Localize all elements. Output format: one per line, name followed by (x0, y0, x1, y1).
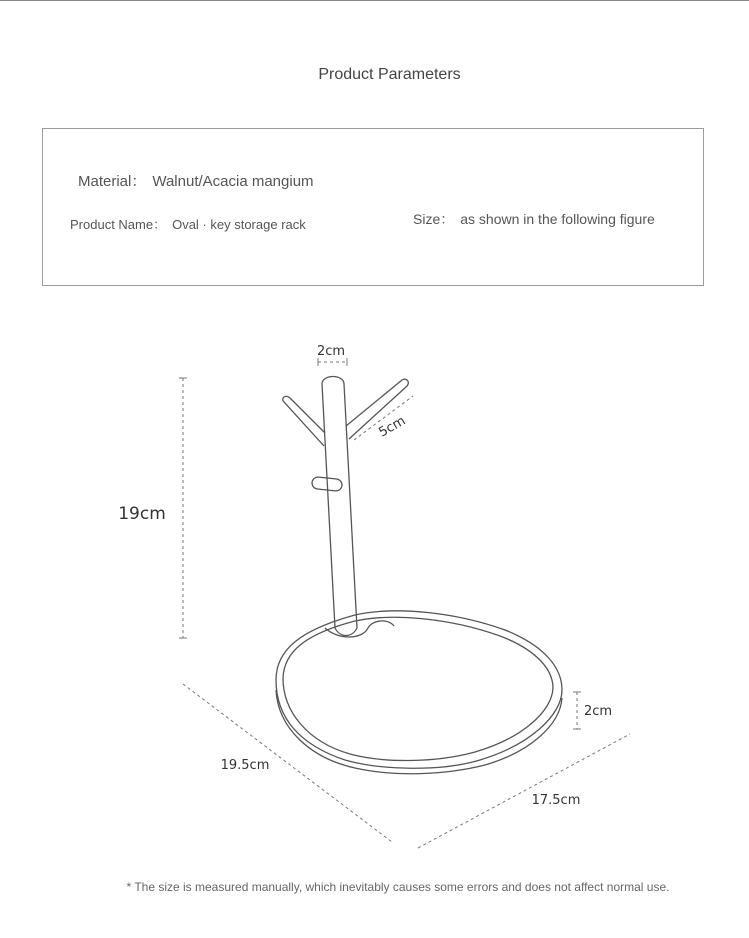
tray-outline (276, 611, 562, 768)
top-divider (0, 0, 749, 1)
product-dimension-drawing (0, 300, 749, 860)
dim-height: 19cm (118, 504, 166, 524)
product-name-param (70, 214, 306, 233)
dim-base-length: 19.5cm (220, 758, 270, 773)
size-label: Size： (413, 211, 455, 227)
product-name-label: Product Name： (70, 217, 167, 232)
dim-base-height: 2cm (583, 704, 613, 719)
dimension-lines (179, 358, 630, 848)
parameters-box (42, 128, 704, 286)
left-branch (283, 396, 325, 446)
material-label: Material： (78, 173, 147, 190)
material-param (78, 170, 314, 191)
dim-base-width: 17.5cm (531, 793, 581, 808)
section-title: Product Parameters (318, 66, 461, 83)
footnote: * The size is measured manually, which inevitably causes some errors and does not affect normal use. (126, 880, 670, 894)
rack-outline (276, 377, 562, 774)
size-value: as shown in the following figure (460, 211, 655, 227)
material-value: Walnut/Acacia mangium (152, 173, 314, 190)
trunk (322, 377, 357, 636)
product-name-value: Oval · key storage rack (172, 217, 306, 232)
dim-top-width: 2cm (316, 344, 346, 359)
tray-inner-rim (283, 617, 553, 760)
dim-branch-length: 5cm (376, 413, 409, 441)
size-param (413, 209, 655, 229)
